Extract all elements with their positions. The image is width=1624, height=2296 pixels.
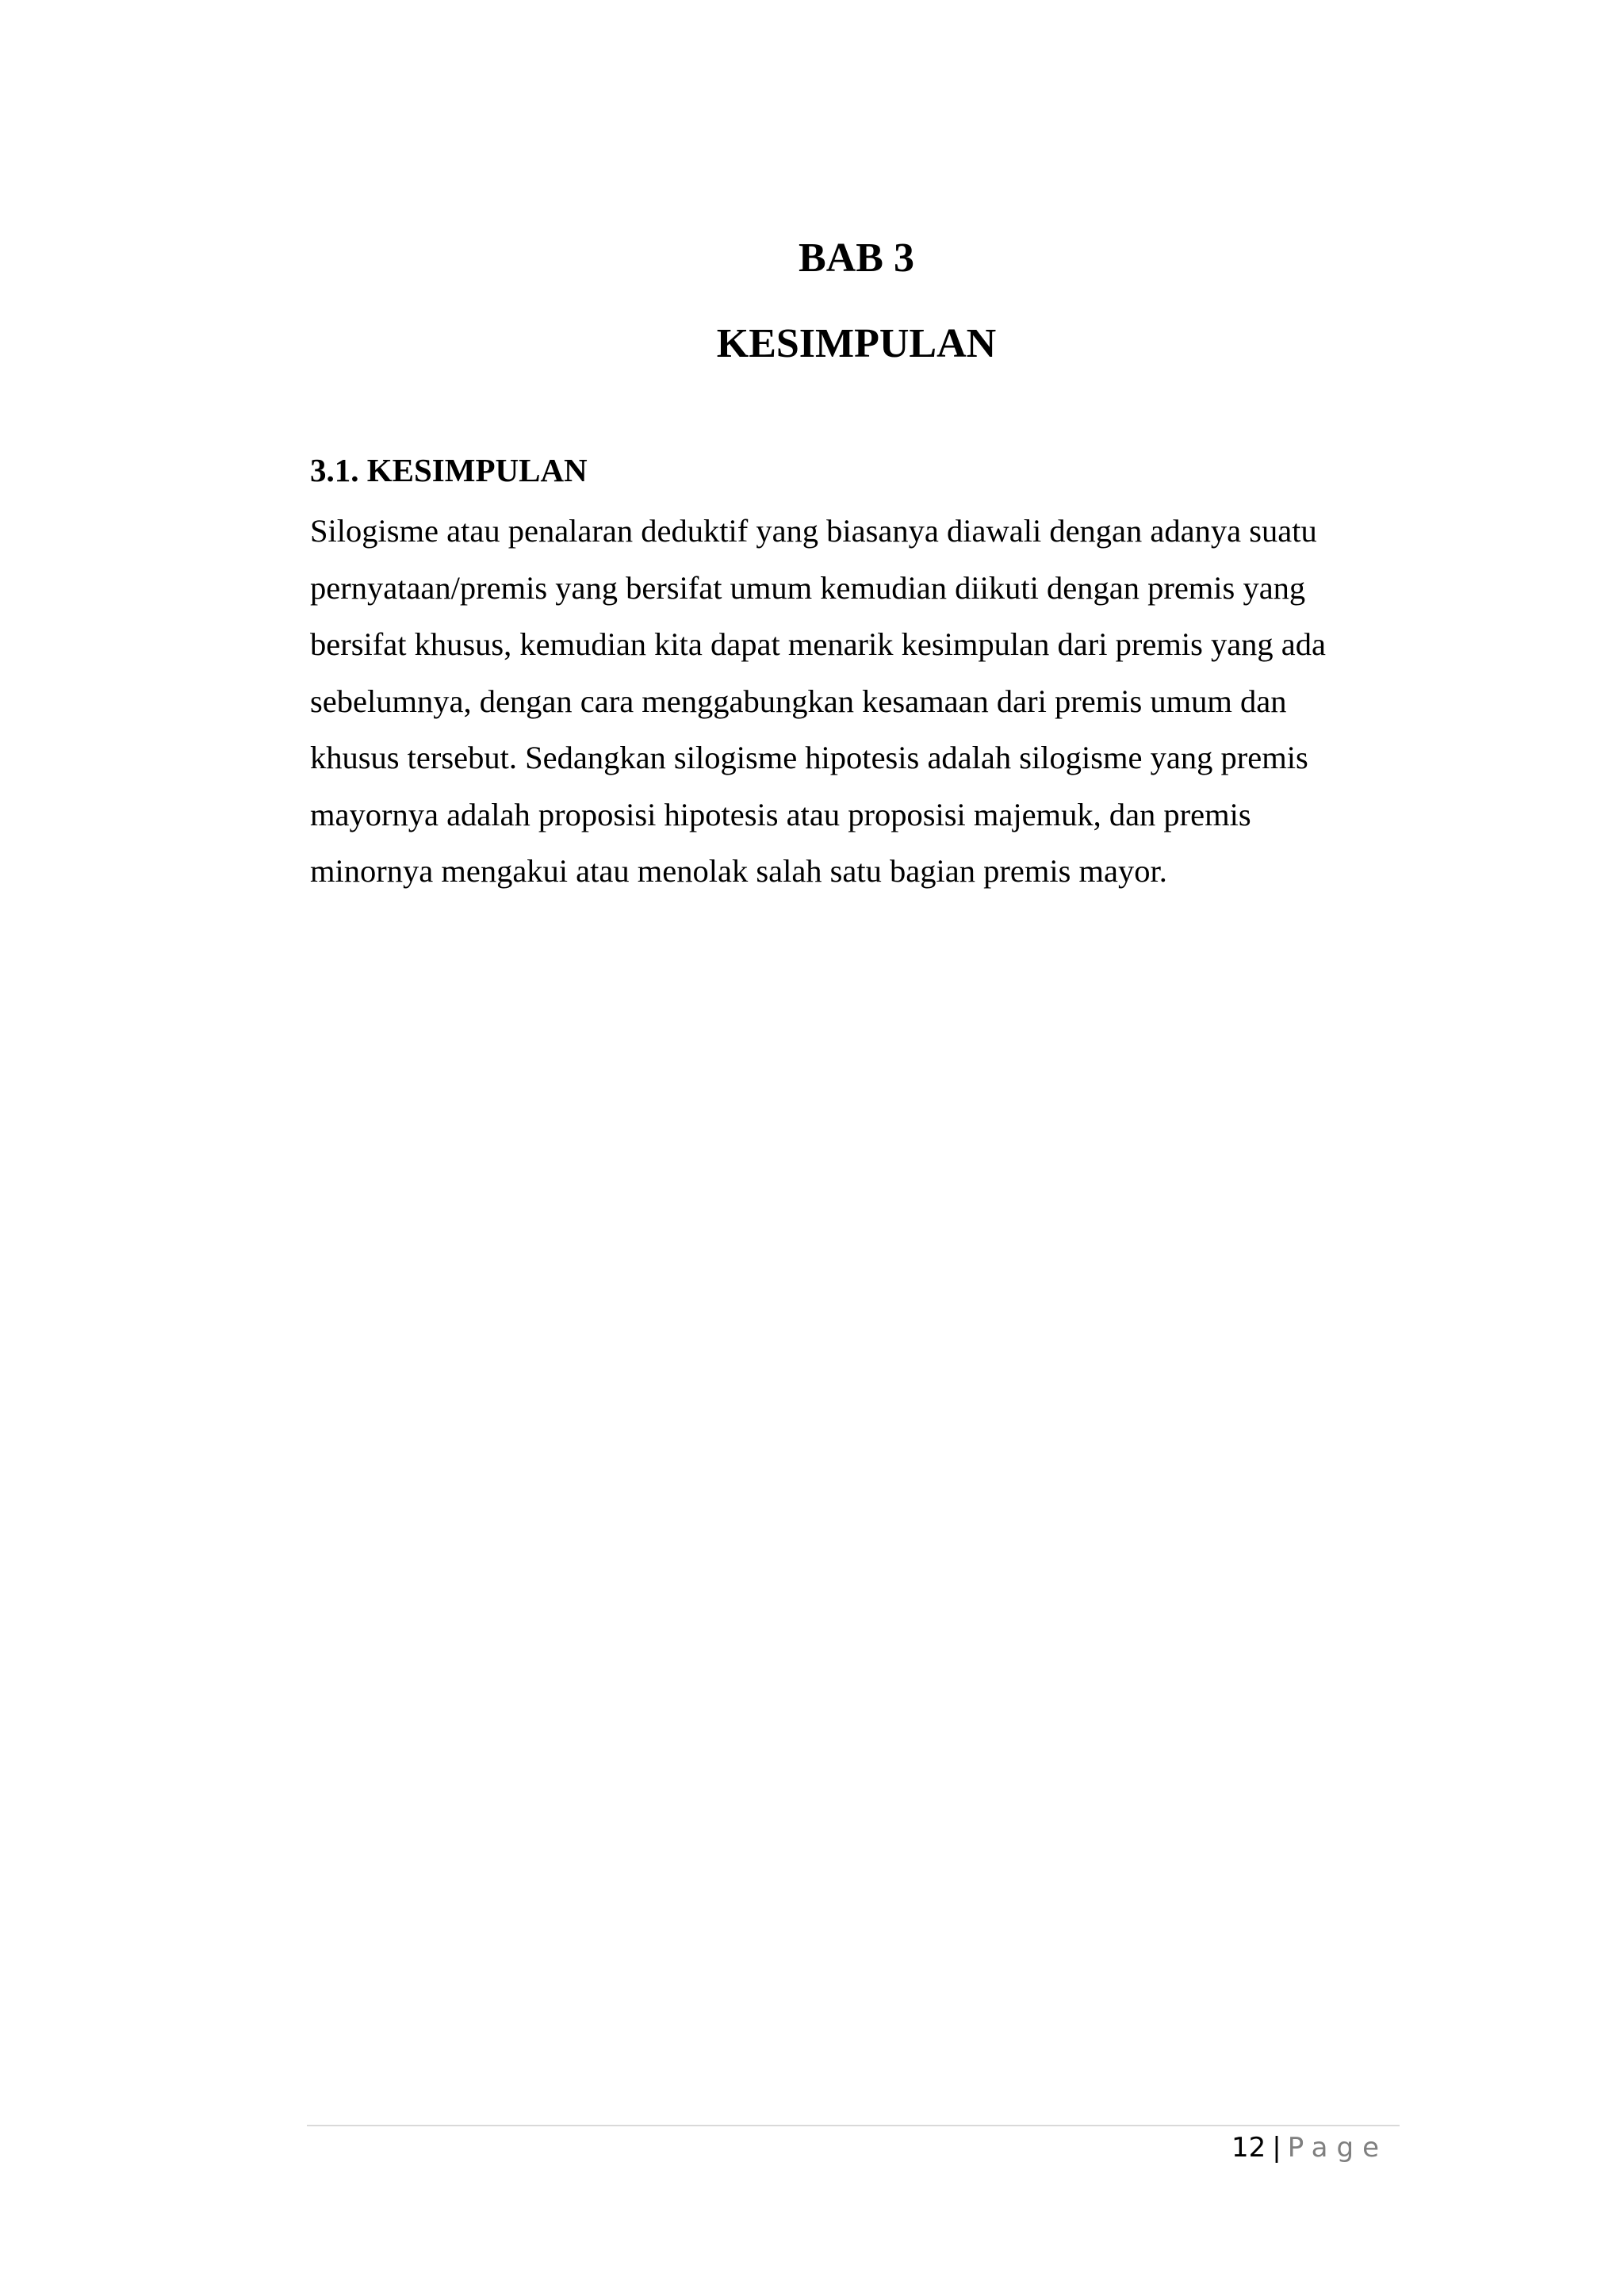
- paragraph-line: pernyataan/premis yang bersifat umum kemudian diikuti dengan premis yang: [310, 569, 1306, 606]
- paragraph-line: minornya mengakui atau menolak salah satu bagian premis mayor.: [310, 853, 1167, 889]
- paragraph-line: mayornya adalah proposisi hipotesis atau proposisi majemuk, dan premis: [310, 796, 1251, 832]
- body-paragraph: [310, 503, 1373, 900]
- page-number: 12: [1231, 2132, 1266, 2164]
- paragraph-line: bersifat khusus, kemudian kita dapat menarik kesimpulan dari premis yang ada: [310, 626, 1327, 662]
- section-heading: 3.1. KESIMPULAN: [310, 452, 588, 488]
- page-footer: [872, 2128, 1388, 2168]
- footer-divider: [307, 2125, 1400, 2126]
- chapter-number: BAB 3: [799, 235, 914, 281]
- paragraph-line: sebelumnya, dengan cara menggabungkan kesamaan dari premis umum dan: [310, 683, 1287, 719]
- chapter-title: KESIMPULAN: [716, 321, 997, 366]
- paragraph-line: Silogisme atau penalaran deduktif yang biasanya diawali dengan adanya suatu: [310, 513, 1317, 549]
- page-label: Page: [1287, 2132, 1388, 2164]
- paragraph-line: khusus tersebut. Sedangkan silogisme hipotesis adalah silogisme yang premis: [310, 740, 1308, 775]
- footer-separator: |: [1272, 2132, 1281, 2164]
